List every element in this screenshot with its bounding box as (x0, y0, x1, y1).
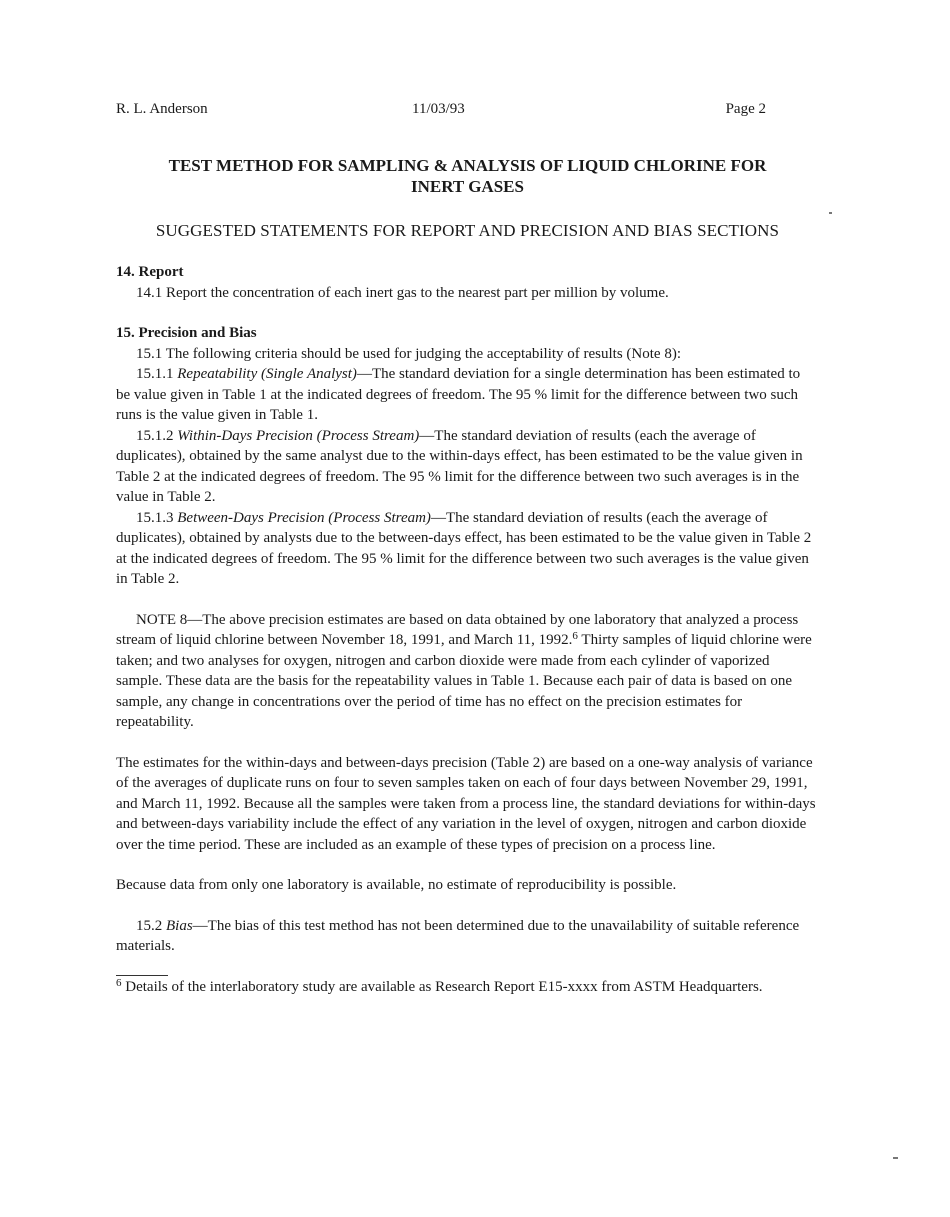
note-8-text-b: Thirty samples of liquid chlorine were taken; and two analyses for oxygen, nitrogen and carbon dioxide were made from each cylinder of vaporized sample. These data are the basis for the repeatability values in Table 1. Because each pair of data is based on one sample, any change in concentrations over the period of time has no effect on the precision estimates for repeatability. (116, 632, 812, 730)
paragraph-15-1-3 (116, 508, 816, 590)
note-8 (116, 610, 816, 733)
paragraph-14-1: 14.1 Report the concentration of each inert gas to the nearest part per million by volume. (136, 284, 669, 301)
paragraph-title: Within-Days Precision (Process Stream) (177, 427, 420, 444)
footnote-text: Details of the interlaboratory study are available as Research Report E15-xxxx from ASTM Headquarters. (121, 978, 763, 995)
footnote-mark: 6 (116, 976, 122, 989)
document-subtitle: SUGGESTED STATEMENTS FOR REPORT AND PRECISION AND BIAS SECTIONS (155, 221, 780, 240)
paragraph-number: 15.1.1 (136, 366, 178, 382)
paragraph-title: Between-Days Precision (Process Stream) (177, 509, 431, 526)
page-header (116, 99, 766, 119)
reproducibility-paragraph: Because data from only one laboratory is available, no estimate of reproducibility is possible. (116, 877, 677, 893)
footnote-reference: 6 (572, 630, 578, 642)
document-body (116, 262, 816, 997)
estimates-paragraph: The estimates for the within-days and between-days precision (Table 2) are based on a one-way analysis of variance of the averages of duplicate runs on four to seven samples taken on each of four days between November 29, 1991, and March 11, 1992. Because all the samples were taken from a process line, the standard deviations for within-days and between-days variability include the effect of any variation in the level of oxygen, nitrogen and carbon dioxide over the time period. These are included as an example of these types of precision on a process line. (116, 754, 816, 853)
paragraph-text: —The standard deviation for a single determination has been estimated to be value given in Table 1 at the indicated degrees of freedom. The 95 % limit for the difference between two such runs is the value given in Table 1. (116, 366, 801, 423)
footnote (116, 977, 816, 998)
paragraph-15-2 (116, 916, 816, 957)
header-page-number: Page 2 (725, 101, 766, 117)
paragraph-text: —The bias of this test method has not been determined due to the unavailability of suitable reference materials. (116, 917, 800, 954)
footnote-divider (116, 975, 168, 976)
document-title (110, 155, 825, 197)
paragraph-text: —The standard deviation of results (each the average of duplicates), obtained by analysts due to the between-days effect, has been estimated to be the value given in Table 2 at the indicated degrees of freedom. The 95 % limit for the difference between two such averages is the value given in Table 2. (116, 509, 812, 587)
paragraph-15-1-1 (116, 364, 816, 426)
scan-speck (829, 212, 832, 214)
scan-speck (893, 1157, 898, 1159)
title-line-2: INERT GASES (411, 177, 524, 196)
header-author: R. L. Anderson (116, 101, 208, 117)
paragraph-15-1-2 (116, 426, 816, 508)
note-8-text-a: NOTE 8—The above precision estimates are based on data obtained by one laboratory that analyzed a process stream of liquid chlorine between November 18, 1991, and March 11, 1992. (116, 611, 799, 648)
header-date: 11/03/93 (412, 101, 465, 117)
title-line-1: TEST METHOD FOR SAMPLING & ANALYSIS OF LIQUID CHLORINE FOR (168, 156, 767, 175)
paragraph-number: 15.2 (136, 917, 166, 934)
paragraph-15-1: 15.1 The following criteria should be used for judging the acceptability of results (Note 8): (136, 345, 682, 362)
paragraph-number: 15.1.3 (136, 509, 178, 526)
paragraph-title: Bias (166, 917, 193, 934)
paragraph-text: —The standard deviation of results (each the average of duplicates), obtained by the same analyst due to the within-days effect, has been estimated to be the value given in Table 2 at the indicated degrees of freedom. The 95 % limit for the difference between two such averages is in the value in Table 2. (116, 427, 803, 505)
section-14-heading: 14. Report (116, 264, 184, 280)
paragraph-number: 15.1.2 (136, 427, 178, 444)
section-15-heading: 15. Precision and Bias (116, 325, 257, 341)
paragraph-title: Repeatability (Single Analyst) (177, 366, 357, 382)
